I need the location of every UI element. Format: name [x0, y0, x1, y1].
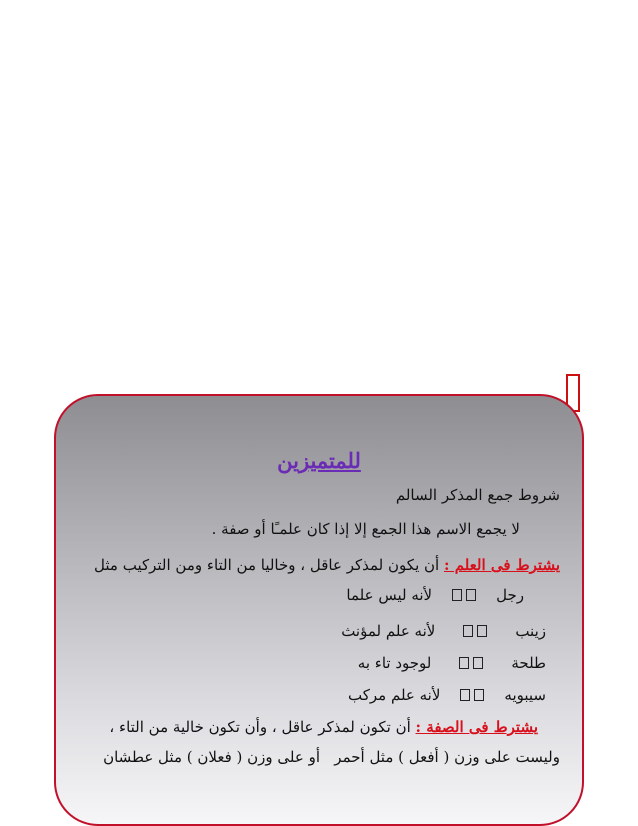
- placeholder-glyph-icon: [452, 589, 462, 601]
- sifa-label: يشترط فى الصفة :: [415, 718, 538, 736]
- placeholder-glyph-icon: [460, 689, 470, 701]
- example-word: طلحة: [511, 654, 546, 672]
- alam-label: يشترط فى العلم :: [443, 556, 560, 574]
- example-word: سيبويه: [504, 686, 546, 704]
- example-reason: لأنه علم مركب: [348, 686, 441, 704]
- placeholder-glyph-icon: [463, 625, 473, 637]
- alam-line: [68, 554, 560, 576]
- placeholder-glyph-icon: [473, 657, 483, 669]
- placeholder-glyph-icon: [477, 625, 487, 637]
- sifa-line: [68, 716, 538, 738]
- heading-line: شروط جمع المذكر السالم: [395, 486, 560, 504]
- content-card: [54, 394, 584, 826]
- placeholder-glyph-icon: [474, 689, 484, 701]
- example-word: زينب: [515, 622, 546, 640]
- placeholder-glyph-icon: [466, 589, 476, 601]
- rule-line: لا يجمع الاسم هذا الجمع إلا إذا كان علمـًا أو صفة .: [211, 520, 520, 538]
- placeholder-glyph-icon: [459, 657, 469, 669]
- example-reason: لوجود تاء به: [357, 654, 432, 672]
- example-reason: لأنه ليس علما: [346, 586, 433, 604]
- example-word: رجل: [496, 586, 524, 604]
- example-row: [68, 620, 546, 642]
- example-row: [68, 584, 524, 606]
- example-row: [68, 652, 546, 674]
- alam-text: أن يكون لمذكر عاقل ، وخاليا من التاء ومن التركيب مثل: [94, 556, 444, 574]
- example-row: [68, 684, 546, 706]
- card-title: للمتميزين: [277, 448, 361, 473]
- example-reason: لأنه علم لمؤنث: [341, 622, 436, 640]
- sifa-line-2: وليست على وزن ( أفعل ) مثل أحمر أو على وزن ( فعلان ) مثل عطشان: [103, 748, 560, 766]
- sifa-text: أن تكون لمذكر عاقل ، وأن تكون خالية من التاء ،: [109, 718, 416, 736]
